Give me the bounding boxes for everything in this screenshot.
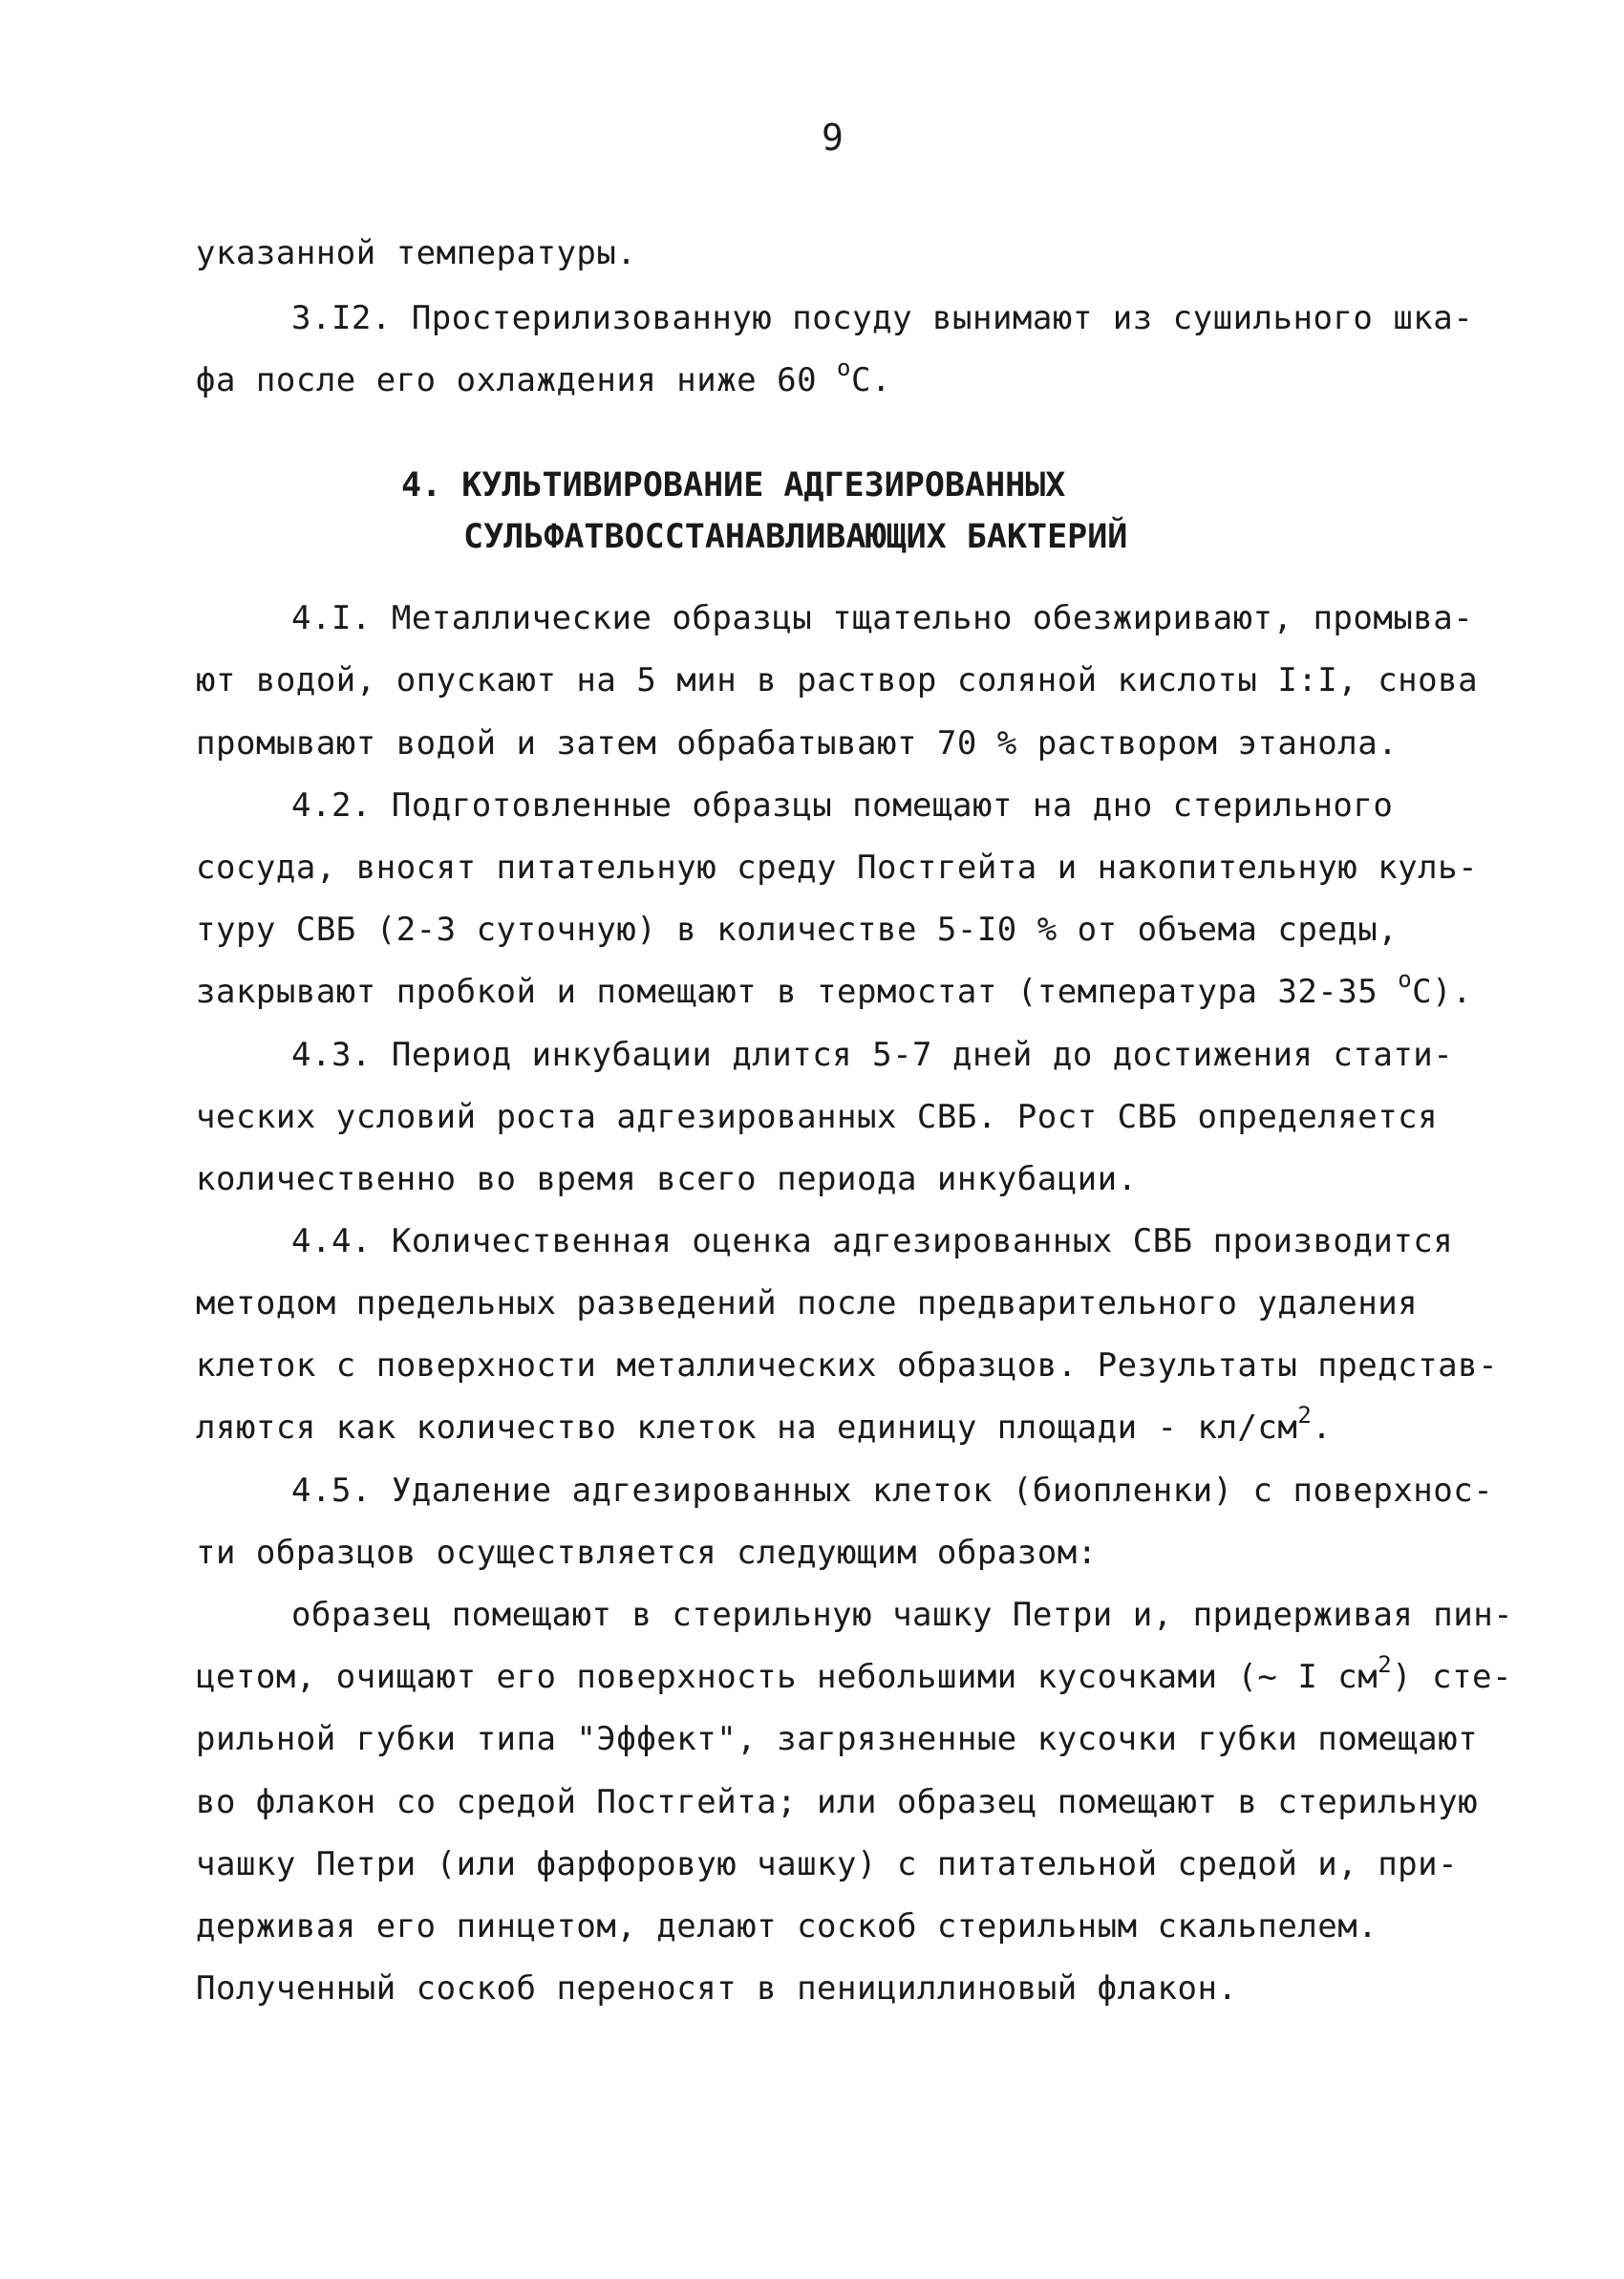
text-line: указанной температуры. — [196, 234, 637, 272]
paragraph-3-12-line-2 — [196, 355, 891, 399]
paragraph-4-1-line-1: 4.I. Металлические образцы тщательно обезжиривают, промыва- — [291, 599, 1474, 637]
text-fragment: . — [1312, 1408, 1333, 1447]
paragraph-4-5-body-line-2 — [196, 1651, 1512, 1696]
paragraph-4-4-line-2: методом предельных разведений после предварительного удаления — [196, 1284, 1419, 1322]
text-fragment: закрывают пробкой и помещают в термостат (температура 32-35 — [196, 973, 1399, 1011]
paragraph-4-1-line-2: ют водой, опускают на 5 мин в раствор соляной кислоты I:I, снова — [196, 661, 1479, 699]
text-fragment: ) сте- — [1392, 1658, 1512, 1696]
paragraph-4-4-line-3: клеток с поверхности металлических образцов. Результаты представ- — [196, 1346, 1499, 1385]
text-fragment: С). — [1412, 973, 1473, 1011]
paragraph-4-5-body-line-3: рильной губки типа "Эффект", загрязненные кусочки губки помещают — [196, 1720, 1479, 1758]
paragraph-4-5-line-2: ти образцов осуществляется следующим образом: — [196, 1534, 1098, 1572]
superscript: 2 — [1378, 1651, 1393, 1678]
text-fragment: фа после его охлаждения ниже 60 — [196, 361, 838, 399]
paragraph-4-2-line-4 — [196, 966, 1473, 1011]
text-fragment: С. — [850, 361, 891, 399]
paragraph-4-3-line-3: количественно во время всего периода инкубации. — [196, 1160, 1138, 1198]
paragraph-4-2-line-3: туру СВБ (2-3 суточную) в количестве 5-I0 % от объема среды, — [196, 911, 1399, 949]
page-number: 9 — [822, 117, 844, 159]
paragraph-4-4-line-1: 4.4. Количественная оценка адгезированных СВБ производится — [291, 1222, 1454, 1260]
paragraph-4-5-body-line-1: образец помещают в стерильную чашку Петри и, придерживая пин- — [291, 1596, 1514, 1634]
text-fragment: цетом, очищают его поверхность небольшими кусочками (~ I см — [196, 1658, 1378, 1696]
paragraph-4-1-line-3: промывают водой и затем обрабатывают 70 % раствором этанола. — [196, 724, 1399, 763]
paragraph-3-12-line-1: 3.I2. Простерилизованную посуду вынимают из сушильного шка- — [291, 299, 1474, 337]
degree-sign: о — [837, 355, 851, 381]
degree-sign: о — [1398, 966, 1413, 993]
paragraph-4-4-line-4 — [196, 1402, 1333, 1447]
section-heading-line-2: СУЛЬФАТВОССТАНАВЛИВАЮЩИХ БАКТЕРИЙ — [463, 518, 1128, 556]
paragraph-4-3-line-2: ческих условий роста адгезированных СВБ. Рост СВБ определяется — [196, 1098, 1439, 1136]
paragraph-4-3-line-1: 4.3. Период инкубации длится 5-7 дней до достижения стати- — [291, 1036, 1454, 1074]
paragraph-4-2-line-1: 4.2. Подготовленные образцы помещают на дно стерильного — [291, 786, 1394, 825]
paragraph-4-5-body-line-4: во флакон со средой Постгейта; или образец помещают в стерильную — [196, 1783, 1479, 1821]
paragraph-4-5-body-line-5: чашку Петри (или фарфоровую чашку) с питательной средой и, при- — [196, 1845, 1459, 1883]
paragraph-4-5-body-line-6: держивая его пинцетом, делают соскоб стерильным скальпелем. — [196, 1907, 1378, 1946]
paragraph-4-5-line-1: 4.5. Удаление адгезированных клеток (биопленки) с поверхнос- — [291, 1472, 1494, 1510]
section-heading-line-1: 4. КУЛЬТИВИРОВАНИЕ АДГЕЗИРОВАННЫХ — [401, 466, 1066, 505]
paragraph-4-5-body-line-7: Полученный соскоб переносят в пенициллиновый флакон. — [196, 1969, 1238, 2008]
superscript: 2 — [1297, 1402, 1313, 1429]
text-fragment: ляются как количество клеток на единицу площади - кл/см — [196, 1408, 1298, 1447]
paragraph-4-2-line-2: сосуда, вносят питательную среду Постгейта и накопительную куль- — [196, 849, 1479, 887]
